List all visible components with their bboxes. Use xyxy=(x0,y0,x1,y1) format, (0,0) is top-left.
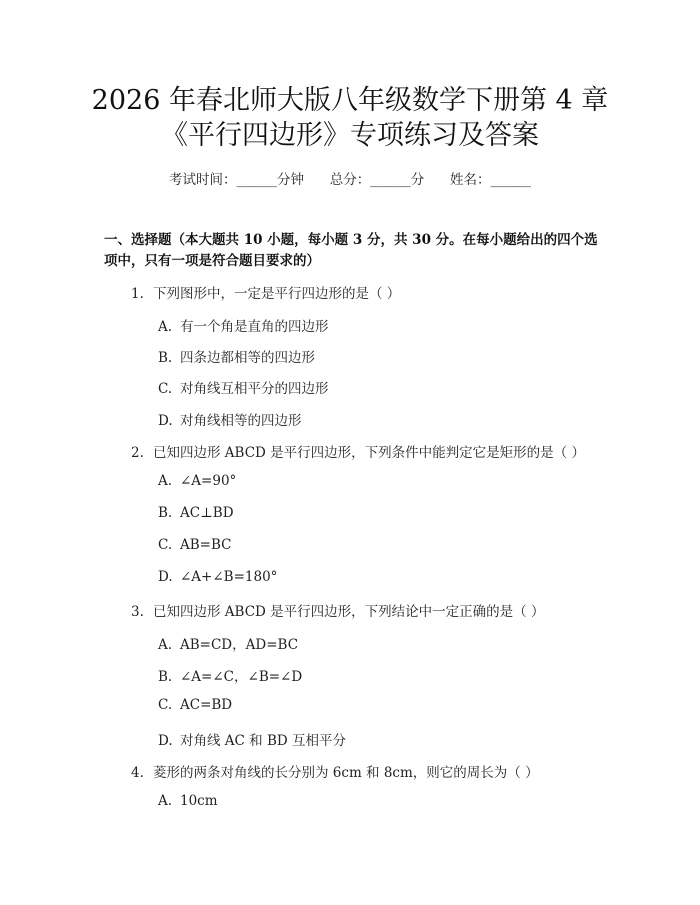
option-letter: B. xyxy=(158,669,173,685)
question-text: 已知四边形 ABCD 是平行四边形，下列结论中一定正确的是（ ） xyxy=(153,604,545,620)
question-text: 已知四边形 ABCD 是平行四边形，下列条件中能判定它是矩形的是（ ） xyxy=(153,445,585,461)
option-text: 10cm xyxy=(180,793,218,809)
option-letter: D. xyxy=(158,569,173,585)
question-text: 菱形的两条对角线的长分别为 6cm 和 8cm，则它的周长为（ ） xyxy=(153,765,539,781)
option-text: AC⊥BD xyxy=(180,505,234,521)
question-3-option-d xyxy=(158,729,346,749)
option-text: 四条边都相等的四边形 xyxy=(180,350,315,366)
option-letter: A. xyxy=(158,473,173,489)
option-letter: C. xyxy=(158,537,173,553)
question-4 xyxy=(131,761,539,781)
option-text: 对角线互相平分的四边形 xyxy=(180,381,329,397)
question-3-option-b xyxy=(158,665,302,685)
question-1-option-a xyxy=(158,315,329,335)
option-text: 有一个角是直角的四边形 xyxy=(180,319,329,335)
question-1-option-b xyxy=(158,346,315,366)
option-letter: D. xyxy=(158,733,173,749)
question-3-option-a xyxy=(158,633,298,653)
option-letter: B. xyxy=(158,350,173,366)
question-4-option-a xyxy=(158,793,218,809)
question-3-option-c xyxy=(158,697,232,713)
question-1 xyxy=(131,282,400,302)
section-heading-line-1: 一、选择题（本大题共 10 小题，每小题 3 分，共 30 分。在每小题给出的四个选 xyxy=(104,232,598,248)
question-2-option-d xyxy=(158,569,277,585)
question-3 xyxy=(131,600,544,620)
option-text: ∠A=90° xyxy=(180,473,237,489)
question-2-option-a xyxy=(158,473,236,489)
option-letter: C. xyxy=(158,381,173,397)
option-letter: A. xyxy=(158,319,173,335)
question-2-option-c xyxy=(158,537,231,553)
question-number: 2. xyxy=(131,445,144,461)
document-title-line-1: 2026 年春北师大版八年级数学下册第 4 章 xyxy=(91,85,609,116)
question-number: 1. xyxy=(131,286,144,302)
option-text: 对角线 AC 和 BD 互相平分 xyxy=(180,733,346,749)
option-text: ∠A+∠B=180° xyxy=(180,569,278,585)
question-number: 4. xyxy=(131,765,144,781)
question-1-option-c xyxy=(158,377,329,397)
question-2 xyxy=(131,441,585,461)
option-text: AC=BD xyxy=(180,697,233,713)
document-title-line-2: 《平行四边形》专项练习及答案 xyxy=(161,120,539,151)
option-text: AB=BC xyxy=(180,537,232,553)
option-letter: D. xyxy=(158,413,173,429)
exam-info-line: 考试时间：______分钟 总分：______分 姓名：______ xyxy=(169,172,531,188)
question-2-option-b xyxy=(158,505,234,521)
option-text: 对角线相等的四边形 xyxy=(180,413,302,429)
question-number: 3. xyxy=(131,604,144,620)
option-letter: A. xyxy=(158,793,173,809)
option-letter: C. xyxy=(158,697,173,713)
option-text: ∠A=∠C，∠B=∠D xyxy=(180,669,303,685)
option-text: AB=CD，AD=BC xyxy=(180,637,299,653)
option-letter: A. xyxy=(158,637,173,653)
question-text: 下列图形中，一定是平行四边形的是（ ） xyxy=(153,286,401,302)
option-letter: B. xyxy=(158,505,173,521)
question-1-option-d xyxy=(158,409,302,429)
section-heading-line-2: 项中，只有一项是符合题目要求的） xyxy=(104,253,320,269)
